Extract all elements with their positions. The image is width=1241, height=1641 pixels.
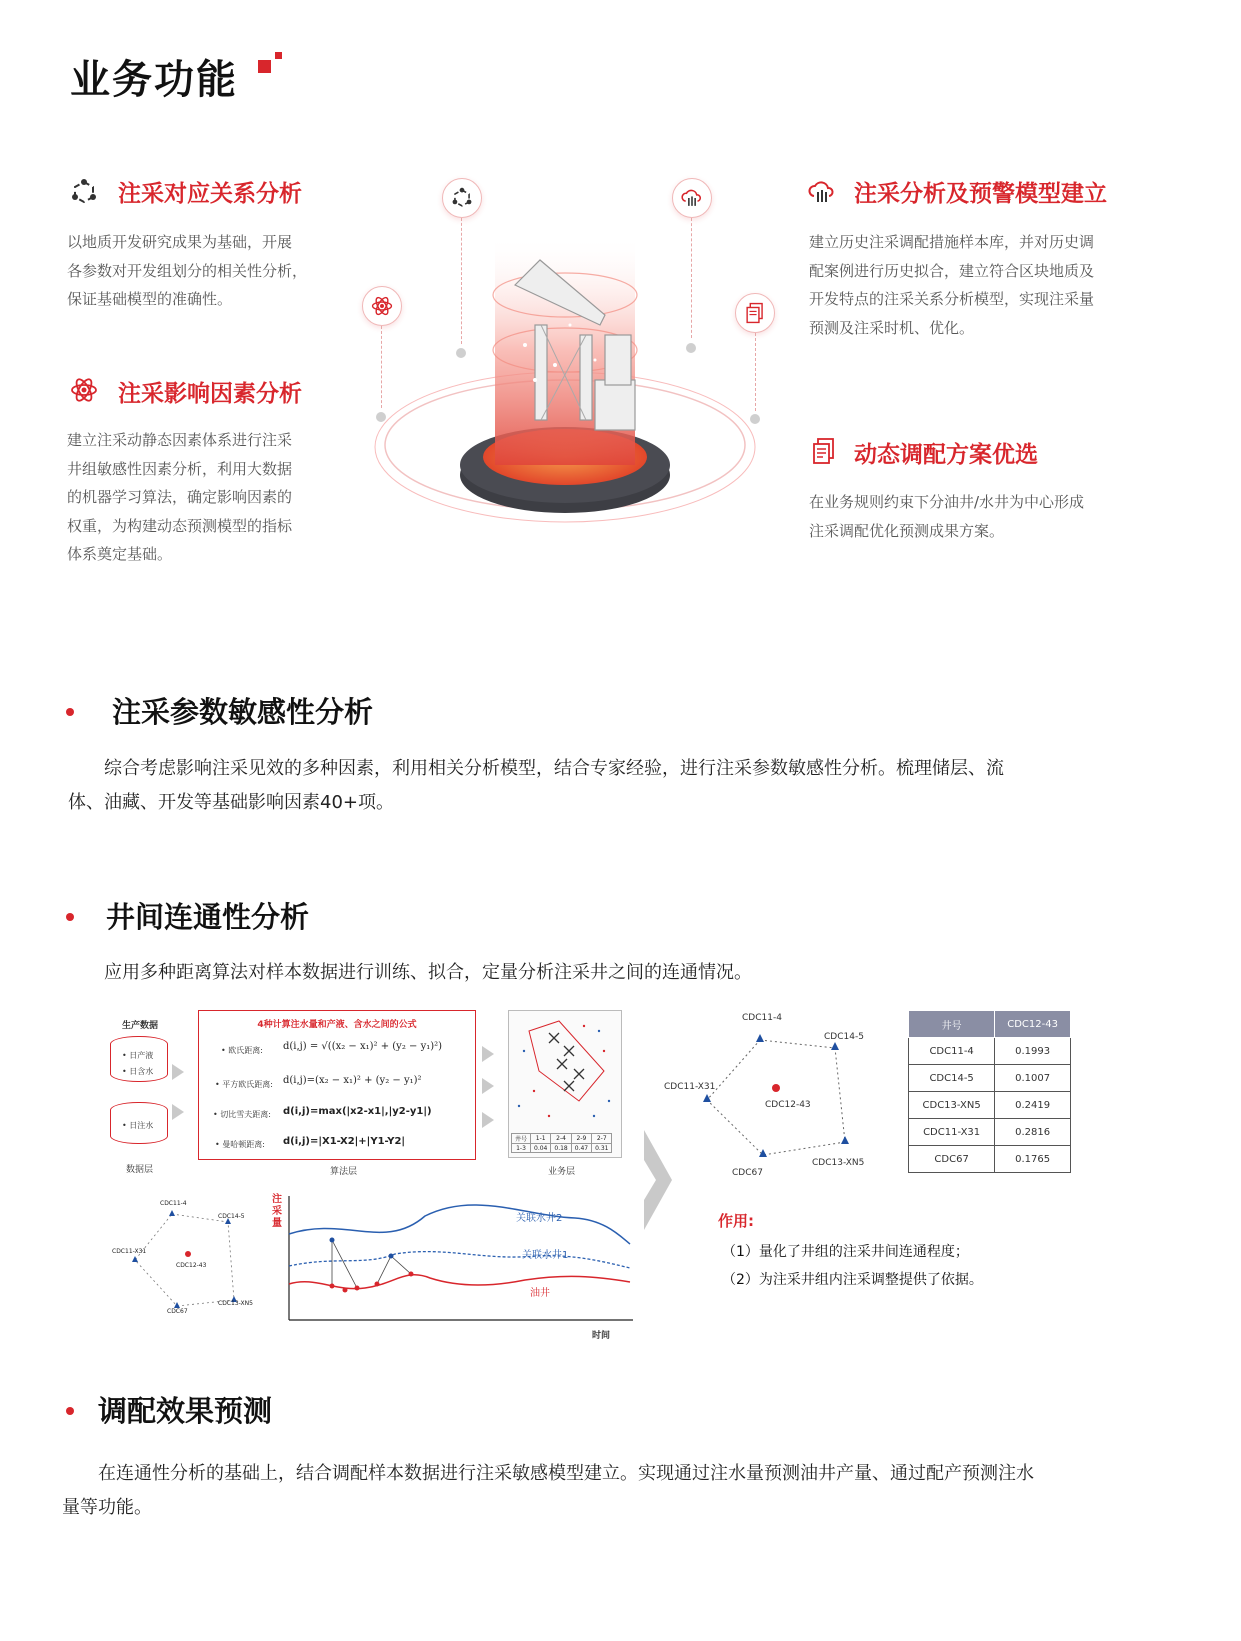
connector-line bbox=[755, 333, 756, 411]
feature-title: 动态调配方案优选 bbox=[854, 442, 1038, 468]
well-label: CDC11-4 bbox=[742, 1013, 782, 1023]
formula-expression: d(i,j)=(x₂ − x₁)² + (y₂ − y₁)² bbox=[283, 1075, 422, 1086]
formula-name: • 切比雪夫距离: bbox=[213, 1110, 271, 1119]
well-label: CDC12-43 bbox=[765, 1100, 811, 1110]
well-label: CDC14-5 bbox=[824, 1032, 864, 1042]
y-axis-label: 注 采 量 bbox=[272, 1194, 282, 1229]
effect-list: （1）量化了井组的注采井间连通程度； （2）为注采井组内注采调整提供了依据。 bbox=[722, 1244, 983, 1288]
oil-pump-illustration bbox=[355, 175, 775, 535]
formula-expression: d(i,j) = √((x₂ − x₁)² + (y₂ − y₁)²) bbox=[283, 1041, 443, 1052]
cloud-analysis-icon bbox=[808, 178, 836, 206]
curve-label: 关联水井1 bbox=[522, 1250, 569, 1261]
daily-liquid-label: • 日产液 bbox=[122, 1051, 154, 1060]
well-map-icon bbox=[509, 1011, 621, 1131]
network-icon bbox=[70, 178, 98, 206]
section-title: 注采参数敏感性分析 bbox=[112, 695, 374, 729]
flow-arrow-icon bbox=[172, 1104, 184, 1120]
mini-table: 井号 1-1 2-4 2-9 2-7 1-3 0.04 0.18 0.47 0.31 bbox=[511, 1133, 612, 1153]
section-bullet bbox=[66, 1407, 74, 1415]
connectivity-table bbox=[908, 1010, 1071, 1173]
feature-description: 建立注采动静态因素体系进行注采 井组敏感性因素分析，利用大数据 的机器学习算法，确定影响因素的 权重，为构建动态预测模型的指标 体系奠定基础。 bbox=[67, 431, 293, 563]
table-row: CDC14-5 0.1007 bbox=[909, 1065, 1071, 1092]
connector-line bbox=[381, 326, 382, 408]
business-map bbox=[508, 1010, 622, 1158]
well-label: CDC11-4 bbox=[160, 1200, 187, 1207]
formula-name: • 平方欧氏距离: bbox=[215, 1080, 273, 1089]
well-label: CDC11-X31 bbox=[112, 1248, 147, 1255]
table-row: CDC13-XN5 0.2419 bbox=[909, 1092, 1071, 1119]
connector-line bbox=[461, 218, 462, 344]
table-row: CDC67 0.1765 bbox=[909, 1146, 1071, 1173]
daily-water-cut-label: • 日含水 bbox=[122, 1067, 154, 1076]
data-layer-label: 数据层 bbox=[126, 1165, 154, 1175]
feature-description: 在业务规则约束下分油井/水井为中心形成 注采调配优化预测成果方案。 bbox=[809, 493, 1085, 540]
connector-dot bbox=[686, 343, 696, 353]
algorithm-layer-label: 算法层 bbox=[330, 1167, 358, 1177]
formula-name: • 曼哈顿距离: bbox=[215, 1140, 265, 1149]
algorithm-box bbox=[198, 1010, 476, 1160]
well-label: CDC11-X31 bbox=[664, 1082, 716, 1092]
section-title: 调配效果预测 bbox=[98, 1394, 273, 1428]
well-label: CDC13-XN5 bbox=[218, 1300, 253, 1307]
flow-arrow-icon bbox=[172, 1064, 184, 1080]
section-title: 井间连通性分析 bbox=[106, 900, 310, 934]
well-label: CDC13-XN5 bbox=[812, 1158, 865, 1168]
section-text: 应用多种距离算法对样本数据进行训练、拟合，定量分析注采井之间的连通情况。 bbox=[68, 962, 752, 983]
formula-name: • 欧氏距离: bbox=[221, 1046, 263, 1055]
production-data-label: 生产数据 bbox=[122, 1021, 159, 1031]
table-header: 井号 bbox=[909, 1011, 995, 1038]
connector-line bbox=[691, 218, 692, 338]
section-text: 在连通性分析的基础上，结合调配样本数据进行注采敏感模型建立。实现通过注水量预测油井产量、通过配产预测注水 量等功能。 bbox=[62, 1463, 1034, 1518]
injection-production-curves bbox=[285, 1196, 635, 1324]
section-text: 综合考虑影响注采见效的多种因素，利用相关分析模型，结合专家经验，进行注采参数敏感性分析。梳理储层、流 体、油藏、开发等基础影响因素40+项。 bbox=[68, 758, 1004, 813]
feature-title: 注采影响因素分析 bbox=[118, 381, 302, 407]
feature-title: 注采对应关系分析 bbox=[118, 181, 302, 207]
daily-injection-label: • 日注水 bbox=[122, 1121, 154, 1130]
document-circle-icon bbox=[735, 293, 775, 333]
curve-label: 油井 bbox=[530, 1288, 550, 1299]
feature-title: 注采分析及预警模型建立 bbox=[854, 181, 1107, 207]
well-label: CDC12-43 bbox=[176, 1262, 207, 1269]
title-decoration-icon bbox=[258, 52, 288, 82]
connector-dot bbox=[750, 414, 760, 424]
business-layer-label: 业务层 bbox=[548, 1167, 576, 1177]
connector-dot bbox=[456, 348, 466, 358]
feature-description: 以地质开发研究成果为基础，开展 各参数对开发组划分的相关性分析， 保证基础模型的准确性。 bbox=[67, 233, 308, 308]
cloud-circle-icon bbox=[672, 178, 712, 218]
connector-dot bbox=[376, 412, 386, 422]
x-axis-label: 时间 bbox=[592, 1331, 611, 1341]
page-title: 业务功能 bbox=[70, 57, 238, 103]
flow-arrow-icon bbox=[482, 1112, 494, 1128]
effect-title: 作用: bbox=[718, 1212, 754, 1230]
table-header: CDC12-43 bbox=[995, 1011, 1071, 1038]
flow-arrow-icon bbox=[482, 1046, 494, 1062]
curve-label: 关联水井2 bbox=[516, 1213, 563, 1224]
well-label: CDC67 bbox=[732, 1168, 763, 1178]
network-circle-icon bbox=[442, 178, 482, 218]
document-icon bbox=[810, 437, 838, 465]
atom-icon bbox=[70, 376, 98, 404]
atom-circle-icon bbox=[362, 286, 402, 326]
table-row: CDC11-X31 0.2816 bbox=[909, 1119, 1071, 1146]
section-bullet bbox=[66, 913, 74, 921]
well-label: CDC14-5 bbox=[218, 1213, 245, 1220]
table-row: CDC11-4 0.1993 bbox=[909, 1038, 1071, 1065]
flow-arrow-icon bbox=[482, 1078, 494, 1094]
feature-description: 建立历史注采调配措施样本库，并对历史调 配案例进行历史拟合，建立符合区块地质及 开发特点的注采关系分析模型，实现注采量 预测及注采时机、优化。 bbox=[809, 233, 1095, 337]
algorithm-title: 4种计算注水量和产液、含水之间的公式 bbox=[257, 1020, 417, 1030]
formula-expression: d(i,j)=max(|x2-x1|,|y2-y1|) bbox=[283, 1106, 432, 1117]
formula-expression: d(i,j)=|X1-X2|+|Y1-Y2| bbox=[283, 1136, 406, 1147]
section-bullet bbox=[66, 708, 74, 716]
well-label: CDC67 bbox=[167, 1308, 188, 1315]
